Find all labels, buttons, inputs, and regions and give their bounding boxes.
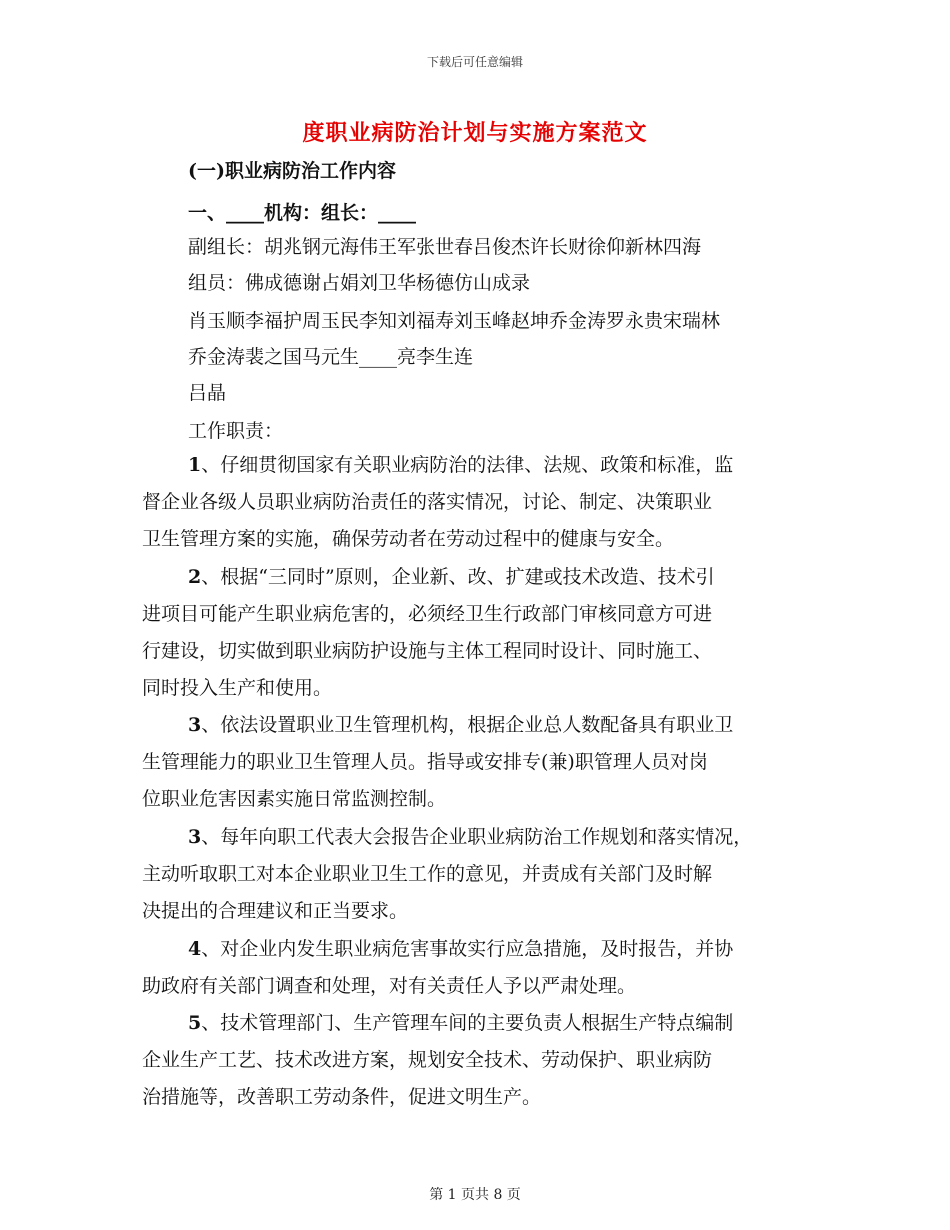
duty-text: 督企业各级人员职业病防治责任的落实情况，讨论、制定、决策职业 <box>142 491 713 513</box>
duty-text: 行建设，切实做到职业病防护设施与主体工程同时设计、同时施工、 <box>142 640 713 662</box>
duty-text: 企业生产工艺、技术改进方案，规划安全技术、劳动保护、职业病防 <box>142 1049 713 1071</box>
duty-paragraph <box>142 447 822 558</box>
document-title: 度职业病防治计划与实施方案范文 <box>302 120 648 146</box>
duty-text: 、根据“三同时”原则，企业新、改、扩建或技术改造、技术引 <box>201 566 715 588</box>
duty-number: 1 <box>188 454 202 476</box>
members-line-2: 肖玉顺李福护周玉民李知刘福寿刘玉峰赵坤乔金涛罗永贵宋瑞林 <box>188 310 721 332</box>
page-footer: 第 1 页共 8 页 <box>429 1187 521 1203</box>
duty-text: 生管理能力的职业卫生管理人员。指导或安排专(兼)职管理人员对岗 <box>142 751 708 773</box>
duty-text: 主动听取职工对本企业职业卫生工作的意见，并责成有关部门及时解 <box>142 863 713 885</box>
duty-text: 进项目可能产生职业病危害的，必须经卫生行政部门审核同意方可进 <box>142 603 713 625</box>
duty-paragraph <box>142 707 822 818</box>
org-leader-line: 一、____机构：组长：____ <box>188 202 417 224</box>
duty-paragraph <box>142 931 822 1005</box>
duty-number: 5 <box>188 1012 202 1034</box>
duty-number: 2 <box>188 566 202 588</box>
duty-text: 位职业危害因素实施日常监测控制。 <box>142 788 447 810</box>
duty-number: 3 <box>188 714 202 736</box>
deputy-leader-line: 副组长：胡兆钢元海伟王军张世春吕俊杰许长财徐仰新林四海 <box>188 236 702 258</box>
duty-paragraph <box>142 819 822 930</box>
members-line-3: 乔金涛裴之国马元生____亮李生连 <box>188 346 474 368</box>
page-header: 下载后可任意编辑 <box>426 55 523 69</box>
duty-text: 、依法设置职业卫生管理机构，根据企业总人数配备具有职业卫 <box>201 714 734 736</box>
members-line: 组员：佛成德谢占娟刘卫华杨德仿山成录 <box>188 272 531 294</box>
duty-text: 、每年向职工代表大会报告企业职业病防治工作规划和落实情况， <box>201 826 753 848</box>
section-heading: (一)职业病防治工作内容 <box>188 160 396 182</box>
duty-text: 助政府有关部门调查和处理，对有关责任人予以严肃处理。 <box>142 975 637 997</box>
duty-text: 卫生管理方案的实施，确保劳动者在劳动过程中的健康与安全。 <box>142 528 675 550</box>
duty-number: 3 <box>188 826 202 848</box>
duty-paragraph <box>142 559 822 707</box>
members-line-4: 吕晶 <box>188 382 227 404</box>
duties-label: 工作职责： <box>188 420 284 442</box>
duty-number: 4 <box>188 938 202 960</box>
duty-text: 同时投入生产和使用。 <box>142 677 333 699</box>
duty-paragraph <box>142 1005 822 1116</box>
duty-text: 、仔细贯彻国家有关职业病防治的法律、法规、政策和标准，监 <box>201 454 734 476</box>
duty-text: 治措施等，改善职工劳动条件，促进文明生产。 <box>142 1086 542 1108</box>
duty-text: 、对企业内发生职业病危害事故实行应急措施，及时报告，并协 <box>201 938 734 960</box>
duty-text: 决提出的合理建议和正当要求。 <box>142 900 409 922</box>
duty-text: 、技术管理部门、生产管理车间的主要负责人根据生产特点编制 <box>201 1012 734 1034</box>
